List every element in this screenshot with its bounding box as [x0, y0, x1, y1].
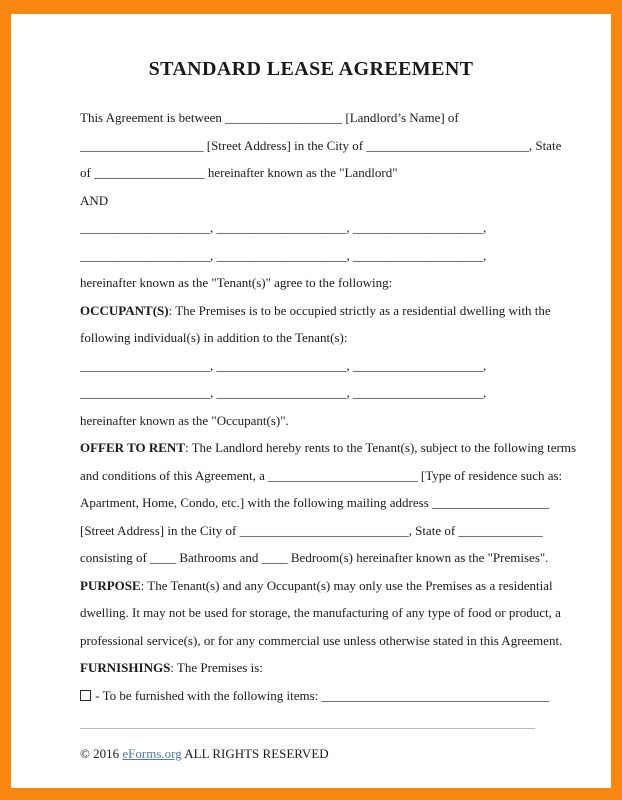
form-line-8: [80, 297, 591, 325]
text-segment: [Landlord’s Name] of: [342, 110, 459, 125]
text-segment: Bedroom(s) hereinafter known as the "Premises".: [287, 550, 549, 565]
form-line-17: [80, 544, 591, 572]
fill-in-blank[interactable]: _________________: [94, 165, 205, 180]
fill-in-blank[interactable]: ____________________: [353, 220, 483, 235]
form-line-13: [80, 434, 591, 462]
form-line-12: [80, 407, 591, 435]
text-segment: dwelling. It may not be used for storage, the manufacturing of any type of food or product, a: [80, 605, 561, 620]
form-line-1: [80, 104, 591, 132]
fill-in-blank[interactable]: ____________________: [80, 220, 210, 235]
form-line-5: [80, 214, 591, 242]
form-line-14: [80, 462, 591, 490]
text-segment: ,: [346, 385, 353, 400]
checkbox-empty-icon[interactable]: [80, 690, 91, 701]
text-segment: © 2016: [80, 745, 123, 761]
eforms-link[interactable]: eForms.org: [122, 745, 182, 761]
fill-in-blank[interactable]: __________________: [432, 495, 550, 510]
text-segment: hereinafter known as the "Occupant(s)".: [80, 412, 289, 428]
fill-in-blank[interactable]: ____: [261, 550, 288, 565]
form-line-19: [80, 599, 591, 627]
form-line-15: [80, 489, 591, 517]
text-segment: ,: [483, 385, 487, 400]
text-segment: ,: [210, 247, 217, 263]
fill-in-blank[interactable]: ____: [150, 550, 177, 565]
text-segment: of: [80, 165, 95, 180]
form-line-22: [80, 682, 591, 710]
text-segment: hereinafter known as the "Landlord": [204, 165, 398, 180]
fill-in-blank[interactable]: ___________________________________: [321, 687, 550, 703]
fill-in-blank[interactable]: _______________________: [268, 467, 418, 483]
fill-in-blank[interactable]: ____________________: [353, 247, 483, 263]
fill-in-blank[interactable]: ____________________: [216, 385, 347, 400]
fill-in-blank[interactable]: ____________________: [80, 247, 210, 263]
text-segment: Apartment, Home, Condo, etc.] with the following mailing address: [80, 495, 433, 510]
text-segment: ,: [346, 247, 353, 263]
fill-in-blank[interactable]: ______________________________________________________________________: [80, 715, 535, 730]
text-segment: - To be furnished with the following items:: [92, 687, 322, 703]
text-segment: ,: [210, 220, 217, 235]
text-segment: : The Landlord hereby rents to the Tenant(s), subject to the following terms: [184, 440, 577, 455]
text-segment: ,: [210, 385, 217, 400]
fill-in-blank[interactable]: ____________________: [216, 220, 347, 235]
text-segment: This Agreement is between: [80, 110, 226, 125]
text-segment: ,: [346, 220, 353, 235]
section-heading: OFFER TO RENT: [80, 440, 185, 455]
form-line-4: [80, 187, 591, 215]
fill-in-blank[interactable]: __________________: [225, 110, 343, 125]
text-segment: , State: [528, 137, 562, 153]
document-title: STANDARD LEASE AGREEMENT: [148, 58, 474, 80]
text-segment: professional service(s), or for any commercial use unless otherwise stated in this Agreement.: [80, 632, 563, 648]
form-line-9: [80, 324, 591, 352]
section-heading: PURPOSE: [80, 577, 141, 593]
form-line-18: [80, 572, 591, 600]
fill-in-blank[interactable]: ____________________: [80, 385, 210, 400]
text-segment: ,: [346, 357, 353, 373]
text-segment: , State of: [408, 522, 459, 538]
text-segment: hereinafter known as the "Tenant(s)" agree to the following:: [80, 275, 393, 290]
text-segment: : The Premises is:: [170, 660, 263, 675]
text-segment: : The Tenant(s) and any Occupant(s) may only use the Premises as a residential: [140, 577, 553, 593]
text-segment: ALL RIGHTS RESERVED: [181, 745, 329, 761]
form-line-2: [80, 132, 591, 160]
text-segment: [Type of residence such as:: [417, 467, 563, 483]
fill-in-blank[interactable]: ____________________: [353, 385, 483, 400]
form-line-20: [80, 627, 591, 655]
text-segment: ,: [483, 357, 487, 373]
text-segment: : The Premises is to be occupied strictly as a residential dwelling with the: [168, 302, 551, 318]
text-segment: ,: [483, 220, 487, 235]
fill-in-blank[interactable]: __________________________: [239, 522, 409, 538]
fill-in-blank[interactable]: ____________________: [80, 357, 210, 373]
section-heading: FURNISHINGS: [80, 660, 171, 675]
fill-in-blank[interactable]: _________________________: [366, 137, 529, 153]
section-heading: OCCUPANT(S): [80, 302, 169, 318]
form-line-11: [80, 379, 591, 407]
form-line-3: [80, 159, 591, 187]
text-segment: Bathrooms and: [176, 550, 262, 565]
form-line-16: [80, 517, 591, 545]
document-body: [11, 104, 611, 737]
fill-in-blank[interactable]: _____________: [458, 522, 543, 538]
fill-in-blank[interactable]: ____________________: [216, 247, 347, 263]
text-segment: AND: [80, 192, 109, 208]
text-segment: and conditions of this Agreement, a: [80, 467, 269, 483]
text-segment: [Street Address] in the City of: [80, 522, 240, 538]
text-segment: ,: [210, 357, 217, 373]
form-line-6: [80, 242, 591, 270]
form-line-7: [80, 269, 591, 297]
text-segment: consisting of: [80, 550, 151, 565]
text-segment: ,: [483, 247, 487, 263]
fill-in-blank[interactable]: ____________________: [216, 357, 347, 373]
text-segment: following individual(s) in addition to the Tenant(s):: [80, 330, 348, 345]
form-line-23: [80, 709, 591, 737]
text-segment: [Street Address] in the City of: [203, 137, 367, 153]
footer-line: [80, 745, 611, 763]
fill-in-blank[interactable]: ____________________: [353, 357, 483, 373]
form-line-10: [80, 352, 591, 380]
form-line-21: [80, 654, 591, 682]
fill-in-blank[interactable]: ___________________: [80, 137, 204, 153]
